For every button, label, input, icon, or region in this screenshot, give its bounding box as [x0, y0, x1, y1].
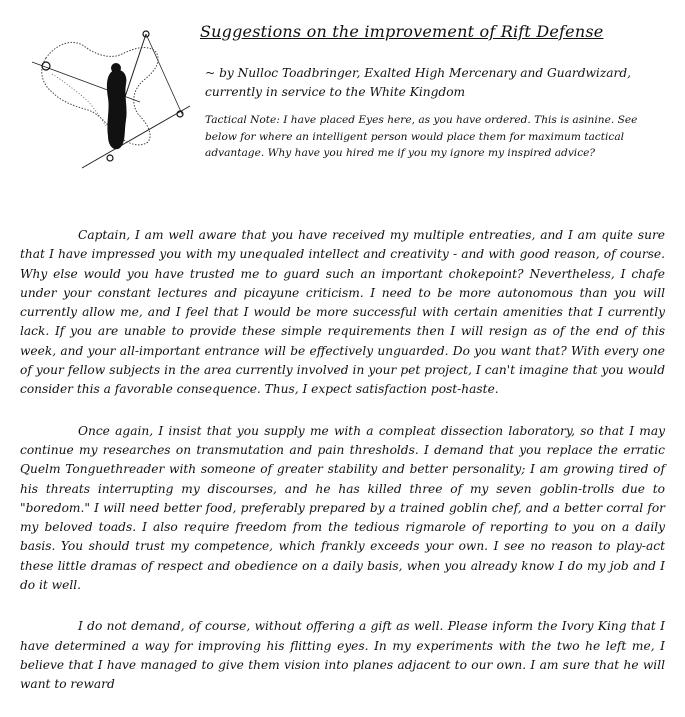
- guard-column: [107, 70, 127, 150]
- paragraph: I do not demand, of course, without offering a gift as well. Please inform the Ivory King that I have determined a way for improving his flitting eyes. In my experiments with the two he left me, I believe that I have managed to give them vision into planes adjacent to our own. I am sure that he will want to reward: [20, 619, 665, 692]
- guard-head: [111, 63, 121, 73]
- paragraph: Once again, I insist that you supply me with a compleat dissection laboratory, so that I may continue my researches on transmutation and pain thresholds. I demand that you replace the erratic Quelm Tonguethreader with someone of greater stability and better personality; I am growing tired of his threats interrupting my discourses, and he has killed three of my seven goblin-trolls due to "boredom." I will need better food, preferably prepared by a trained goblin chef, and a better corral for my beloved toads. I also require freedom from the tedious rigmarole of reporting to you on a daily basis. You should trust my competence, which frankly exceeds your own. I see no reason to play-act these little dramas of respect and obedience on a daily basis, when you already know I do my job and I do it well.: [20, 423, 665, 593]
- author-byline: ~ by Nulloc Toadbringer, Exalted High Mercenary and Guardwizard, currently in service to the White Kingdom: [205, 66, 632, 99]
- rift-outline: [42, 42, 158, 144]
- letter-body: [20, 226, 665, 717]
- tactical-note: Tactical Note: I have placed Eyes here, as you have ordered. This is asinine. See below for where an intelligent person would place them for maximum tactical advantage. Why have you hired me if you my ignore my inspired advice?: [205, 114, 638, 159]
- eye-marker-bottom: [107, 155, 113, 161]
- page-title: Suggestions on the improvement of Rift Defense: [200, 22, 604, 41]
- rift-sketch-illustration: [22, 18, 202, 188]
- sightline-right: [146, 34, 182, 114]
- paragraph: Captain, I am well aware that you have received my multiple entreaties, and I am quite sure that I have impressed you with my unequaled intellect and creativity - and with good reason, of course. Why else would you have trusted me to guard such an important chokepoint? Nevertheless, I chafe under your constant lectures and picayune criticism. I need to be more autonomous than you will currently allow me, and I feel that I would be more successful with certain amenities that I currently lack. If you are unable to provide these simple requirements then I will resign as of the end of this week, and your all-important entrance will be effectively unguarded. Do you want that? With every one of your fellow subjects in the area currently involved in your pet project, I can't imagine that you would consider this a favorable consequence. Thus, I expect satisfaction post-haste.: [20, 228, 665, 397]
- rift-inner-trail: [52, 74, 106, 126]
